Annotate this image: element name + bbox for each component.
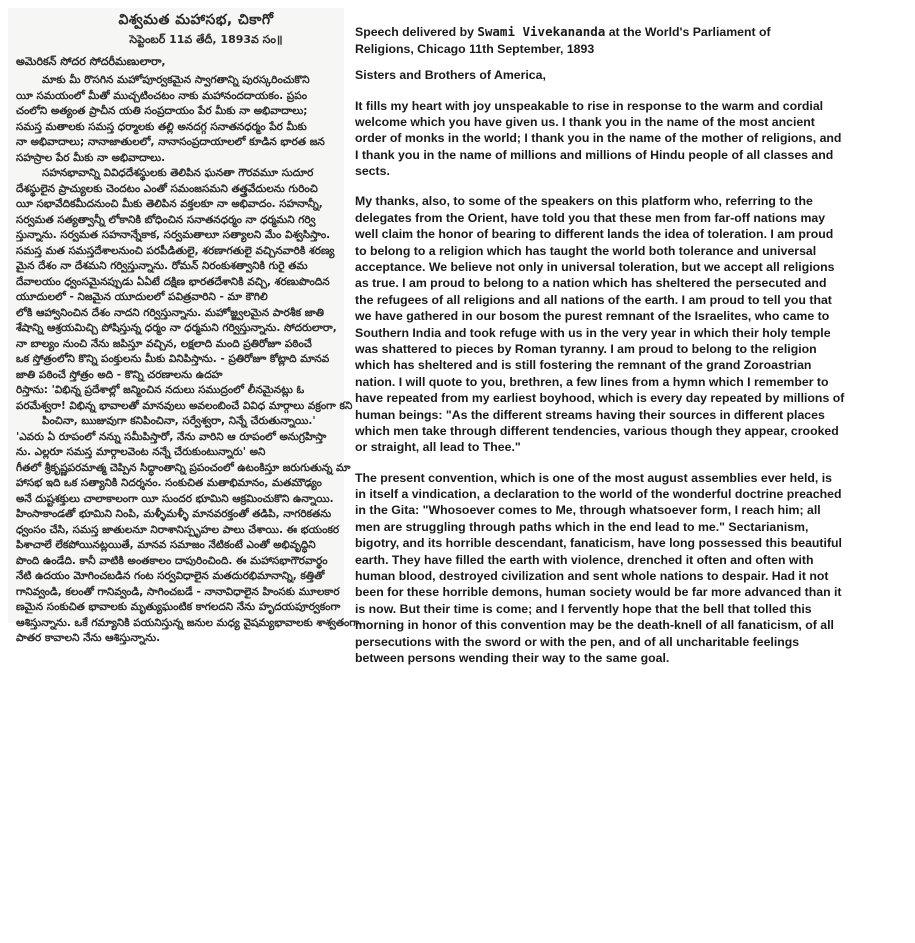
paragraph-line: order of monks in the world; I thank you in the name of the mother of religions, and (355, 131, 842, 146)
scan-line: యీ సభావేదికమీదనుంచి మీకు తెలిపిన వక్తలకూ నా అభివాదం. సహనాన్నీ, (16, 198, 323, 210)
scan-body (16, 73, 360, 647)
scan-line: స్తున్నాను. సర్వమత సహనాన్నేకాక, సర్వమతాలూ సత్యాలని మేం విశ్వసిస్తాం. (16, 229, 331, 241)
scan-line: పాతర కావాలని నేను ఆశిస్తున్నాను. (16, 632, 161, 644)
scan-line: 'ఎవరు ఏ రూపంలో నన్ను సమీపిస్తారో, నేను వారిని ఆ రూపంలో అనుగ్రహిస్తా (16, 430, 327, 443)
scan-line: శేషాన్ని ఆశ్రయమిచ్చి పోషిస్తున్న ధర్మం నా ధర్మమని గర్విస్తున్నాను. సోదరులారా, (16, 322, 337, 334)
paragraph-line: human blood, destroyed civilization and sent whole nations to despair. Had it not (355, 569, 829, 584)
scan-line: నా అభివాదాలు; నానాజాతులలో, నానాసంప్రదాయాలలో కూడిన భారత జన (16, 136, 325, 148)
scan-line: ణమైన సంకుచిత భావాలకు మృత్యుఘంటిక కాగలదని నేను హృదయపూర్వకంగా (16, 601, 341, 613)
paragraph-line: I thank you in the name of millions and millions of Hindu people of all classes and (355, 147, 834, 162)
paragraph-line: welcome which you have given us. I thank you in the name of the most ancient (355, 114, 815, 129)
scan-line: జాతి పఠించే స్తోత్రం అది - కొన్ని చరణాలను ఉదహ (16, 368, 223, 381)
speech-title-line2: Religions, Chicago 11th September, 1893 (355, 41, 595, 56)
scan-line: నేటి ఉదయం మోగించబడిన గంట సర్వవిధాలైన మతదురభిమానాన్ని, కత్తితో (16, 570, 325, 582)
paragraph-line: been for these horrible demons, human society would be far more advanced than it (355, 585, 842, 600)
scan-line: మైన దేశం నా దేశమని గర్విస్తున్నాను. రోమన్ నిరంకుశత్వానికి గురై తమ (16, 260, 308, 272)
scan-line: సమస్త మత సమస్తదేశాలనుంచి పరపీడితులై, శరణాగతులై వచ్చినవారికి శరణ్య (16, 244, 335, 257)
scan-date: సెప్టెంబర్ 11వ తేదీ, 1893వ సం॥ (129, 33, 283, 46)
paragraph-line: well claim the honor of bearing to different lands the idea of toleration. I am proud (355, 227, 834, 242)
paragraph-line: the refugees of all religions and all nations of the earth. I am proud to tell you that (355, 292, 832, 307)
scan-line: పరమేశ్వరా! విభిన్న భావాలతో మానవులు అవలంబించే వివిధ మార్గాలు వక్రంగా కని (16, 399, 353, 412)
paragraph-line: human beings: "As the different streams having their sources in different places (355, 407, 825, 422)
paragraph-2 (355, 193, 915, 455)
paragraph-line: in the Gita: "Whosoever comes to Me, through whatsoever form, I reach him; all (355, 503, 821, 518)
scan-line: పించినా, ఋజువుగా కనిపించినా, సర్వేశ్వరా, నిన్నే చేరుతున్నాయి.' (42, 415, 316, 427)
scan-line: లోకి ఆహ్వానించిన దేశం నాదని గర్విస్తున్నాను. మహోజ్జ్వలమైన పారశీక జాతి (16, 306, 324, 319)
paragraph-line: as true. I am proud to belong to a nation which has sheltered the persecuted and (355, 276, 827, 291)
scan-line: చంలోని అత్యంత ప్రాచీన యతి సంప్రదాయం పేర మీకు నా అభివాదాలు; (16, 105, 308, 117)
paragraph-line: acceptance. We believe not only in universal toleration, but we accept all religions (355, 260, 835, 275)
scan-line: రిస్తాను: 'విభిన్న ప్రదేశాల్లో జన్మించిన నదులు సముద్రంలో లీనమైనట్లు ఓ (16, 384, 305, 396)
scan-salutation: అమెరికన్ సోదర సోదరీమణులారా, (16, 55, 166, 68)
speech-salutation: Sisters and Brothers of America, (355, 68, 546, 82)
scan-line: హింసాకాండతో భూమిని నింపి, మళ్ళీమళ్ళీ మానవరక్తంతో తడిపి, నాగరికతను (16, 508, 332, 520)
paragraph-line: men are struggling through paths which in the end lead to me." Sectarianism, (355, 519, 809, 534)
scan-line: అనే దుష్టశక్తులు చాలాకాలంగా యీ సుందర భూమిని ఆక్రమించుకొని ఉన్నాయి. (16, 492, 334, 505)
paragraph-line: we have gathered in our bosom the purest remnant of the Israelites, who came to (355, 309, 830, 324)
scan-line: సమస్త మతాలకు సమస్త ధర్మాలకు తల్లి అనదగ్గ సనాతనధర్మం పేర మీకు (16, 120, 307, 133)
paragraph-1 (355, 98, 915, 180)
paragraph-line: between persons wending their way to the same goal. (355, 651, 670, 665)
scan-line: దేశస్థులైన ప్రాచ్యులకు చెందటం ఎంతో సమంజసమని తత్త్రవేదులను గురించి (16, 182, 318, 195)
paragraph-line: My thanks, also, to some of the speakers on this platform who, referring to the (355, 194, 813, 209)
paragraph-line: delegates from the Orient, have told you that these men from far-off nations may (355, 210, 826, 225)
scan-line: సర్వమత సత్యత్వాన్నీ లోకానికి బోధించిన సనాతనధర్మం నా ధర్మమని గర్వి (16, 213, 316, 226)
paragraph-line: which has sheltered and is still fostering the remnant of the grand Zoroastrian (355, 358, 812, 373)
title-prefix: Speech delivered by (355, 25, 478, 39)
paragraph-line: bigotry, and its horrible descendant, fanaticism, have long possessed this beautiful (355, 536, 842, 551)
paragraph-line: or straight, all lead to Thee." (355, 440, 521, 455)
paragraph-line: in itself a vindication, a declaration to the world of the wonderful doctrine preached (355, 487, 842, 502)
paragraph-line: have repeated from my earliest boyhood, which is every day repeated by millions of (355, 391, 845, 406)
scan-line: మాకు మీ రొసగిన మహోపూర్వకమైన స్వాగతాన్ని పురస్కరించుకొని (42, 74, 310, 86)
scan-line: సహస్రాల పేర మీకు నా అభివాదాలు. (16, 151, 166, 164)
paragraph-line: It fills my heart with joy unspeakable to rise in response to the warm and cordial (355, 98, 824, 113)
scan-line: ను. ఎల్లరూ సమస్త మార్గాలవెంట నన్నే చేరుకుంటున్నారు' అని (16, 446, 266, 458)
scan-line: సహనభావాన్ని వివిధదేశస్థులకు తెలిపిన ఘనతా గౌరవమూ సుదూర (42, 167, 314, 179)
scan-line: గీతలో శ్రీకృష్ణపరమాత్మ చెప్పిన సిద్ధాంతాన్ని ప్రపంచంలో ఉటంకిస్తూ జరుగుతున్న మా (16, 461, 351, 474)
scan-line: నా బాల్యం నుంచి నేను జపిస్తూ వచ్చిన, లక్షలాది మంది ప్రతిరోజూ పఠించే (16, 337, 312, 350)
scan-line: ఆశిస్తున్నాను. ఒకే గమ్యానికి పయనిస్తున్న జనుల మధ్య వైషమ్యభావాలకు శాశ్వతంగా (16, 616, 360, 629)
scan-line: ఒక స్తోత్రంలోని కొన్ని పంక్తులను మీకు వినిపిస్తాను. - ప్రతిరోజూ కోట్లాది మానవ (16, 353, 330, 365)
paragraph-line: is now. But their time is come; and I fervently hope that the bell that tolled this (355, 601, 812, 616)
telugu-scan-image (8, 8, 360, 644)
speech-title (355, 24, 915, 41)
paragraph-line: earth. They have filled the earth with violence, drenched it often and often with (355, 552, 814, 567)
scan-line: యీ సమయంలో మీతో ముచ్చటించటం నాకు మహానందదాయకం. ప్రపం (16, 89, 308, 102)
scan-line: ధ్వంసం చేసి, సమస్త జాతులనూ నిరాశానిస్పృహల పాలు చేశాయి. ఈ భయంకర (16, 523, 340, 536)
scan-line: పిశాచాలే లేకపోయినట్లయితే, మానవ సమాజం నేటికంటే ఎంతో అభివృద్ధిని (16, 539, 316, 551)
scan-line: యూదులలో - నిజమైన యూదులలో పవిత్రవారిని - మా కౌగిలి (16, 291, 268, 303)
scan-title: విశ్వమత మహాసభ, చికాగో (118, 12, 274, 28)
paragraph-line: morning in honor of this convention may be the death-knell of all fanaticism, of all (355, 618, 834, 633)
scan-line: గానివ్వండి, కలంతో గానివ్వండి, సాగించబడే - నానావిధాలైన హింసకు మూలకార (16, 585, 340, 598)
english-speech-column (355, 24, 845, 665)
speaker-name: Swami Vivekananda (477, 24, 606, 39)
paragraph-line: The present convention, which is one of the most august assemblies ever held, is (355, 470, 832, 485)
paragraph-line: was shattered to pieces by Roman tyranny. I am proud to belong to the religion (355, 341, 817, 356)
scan-line: దేవాలయం ధ్వంసమైనప్పుడు ఏఏటే దక్షిణ భారతదేశానికి వచ్చి, శరణుపొందిన (16, 275, 330, 288)
paragraph-line: sects. (355, 164, 390, 179)
paragraph-line: to belong to a religion which has taught the world both tolerance and universal (355, 243, 817, 258)
paragraph-line: which men take through different tendencies, various though they appear, crooked (355, 423, 839, 438)
paragraph-line: persecutions with the sword or with the pen, and of all uncharitable feelings (355, 634, 800, 649)
paragraph-line: nation. I will quote to you, brethren, a few lines from a hymn which I remember to (355, 374, 829, 389)
paragraph-line: Southern India and took refuge with us in the very year in which their holy temple (355, 325, 831, 340)
title-suffix: at the World's Parliament of (605, 25, 771, 39)
scan-line: పొంది ఉండేది. కానీ వాటికి అంతకాలం దాపురించింది. ఈ మహాసభాగౌరవార్థం (16, 554, 328, 567)
paragraph-3 (355, 470, 915, 667)
scan-line: హాసభ ఇది ఒక సత్యానికి నిదర్శనం. సంకుచిత మతాభిమానం, మతమౌఢ్యం (16, 477, 322, 489)
